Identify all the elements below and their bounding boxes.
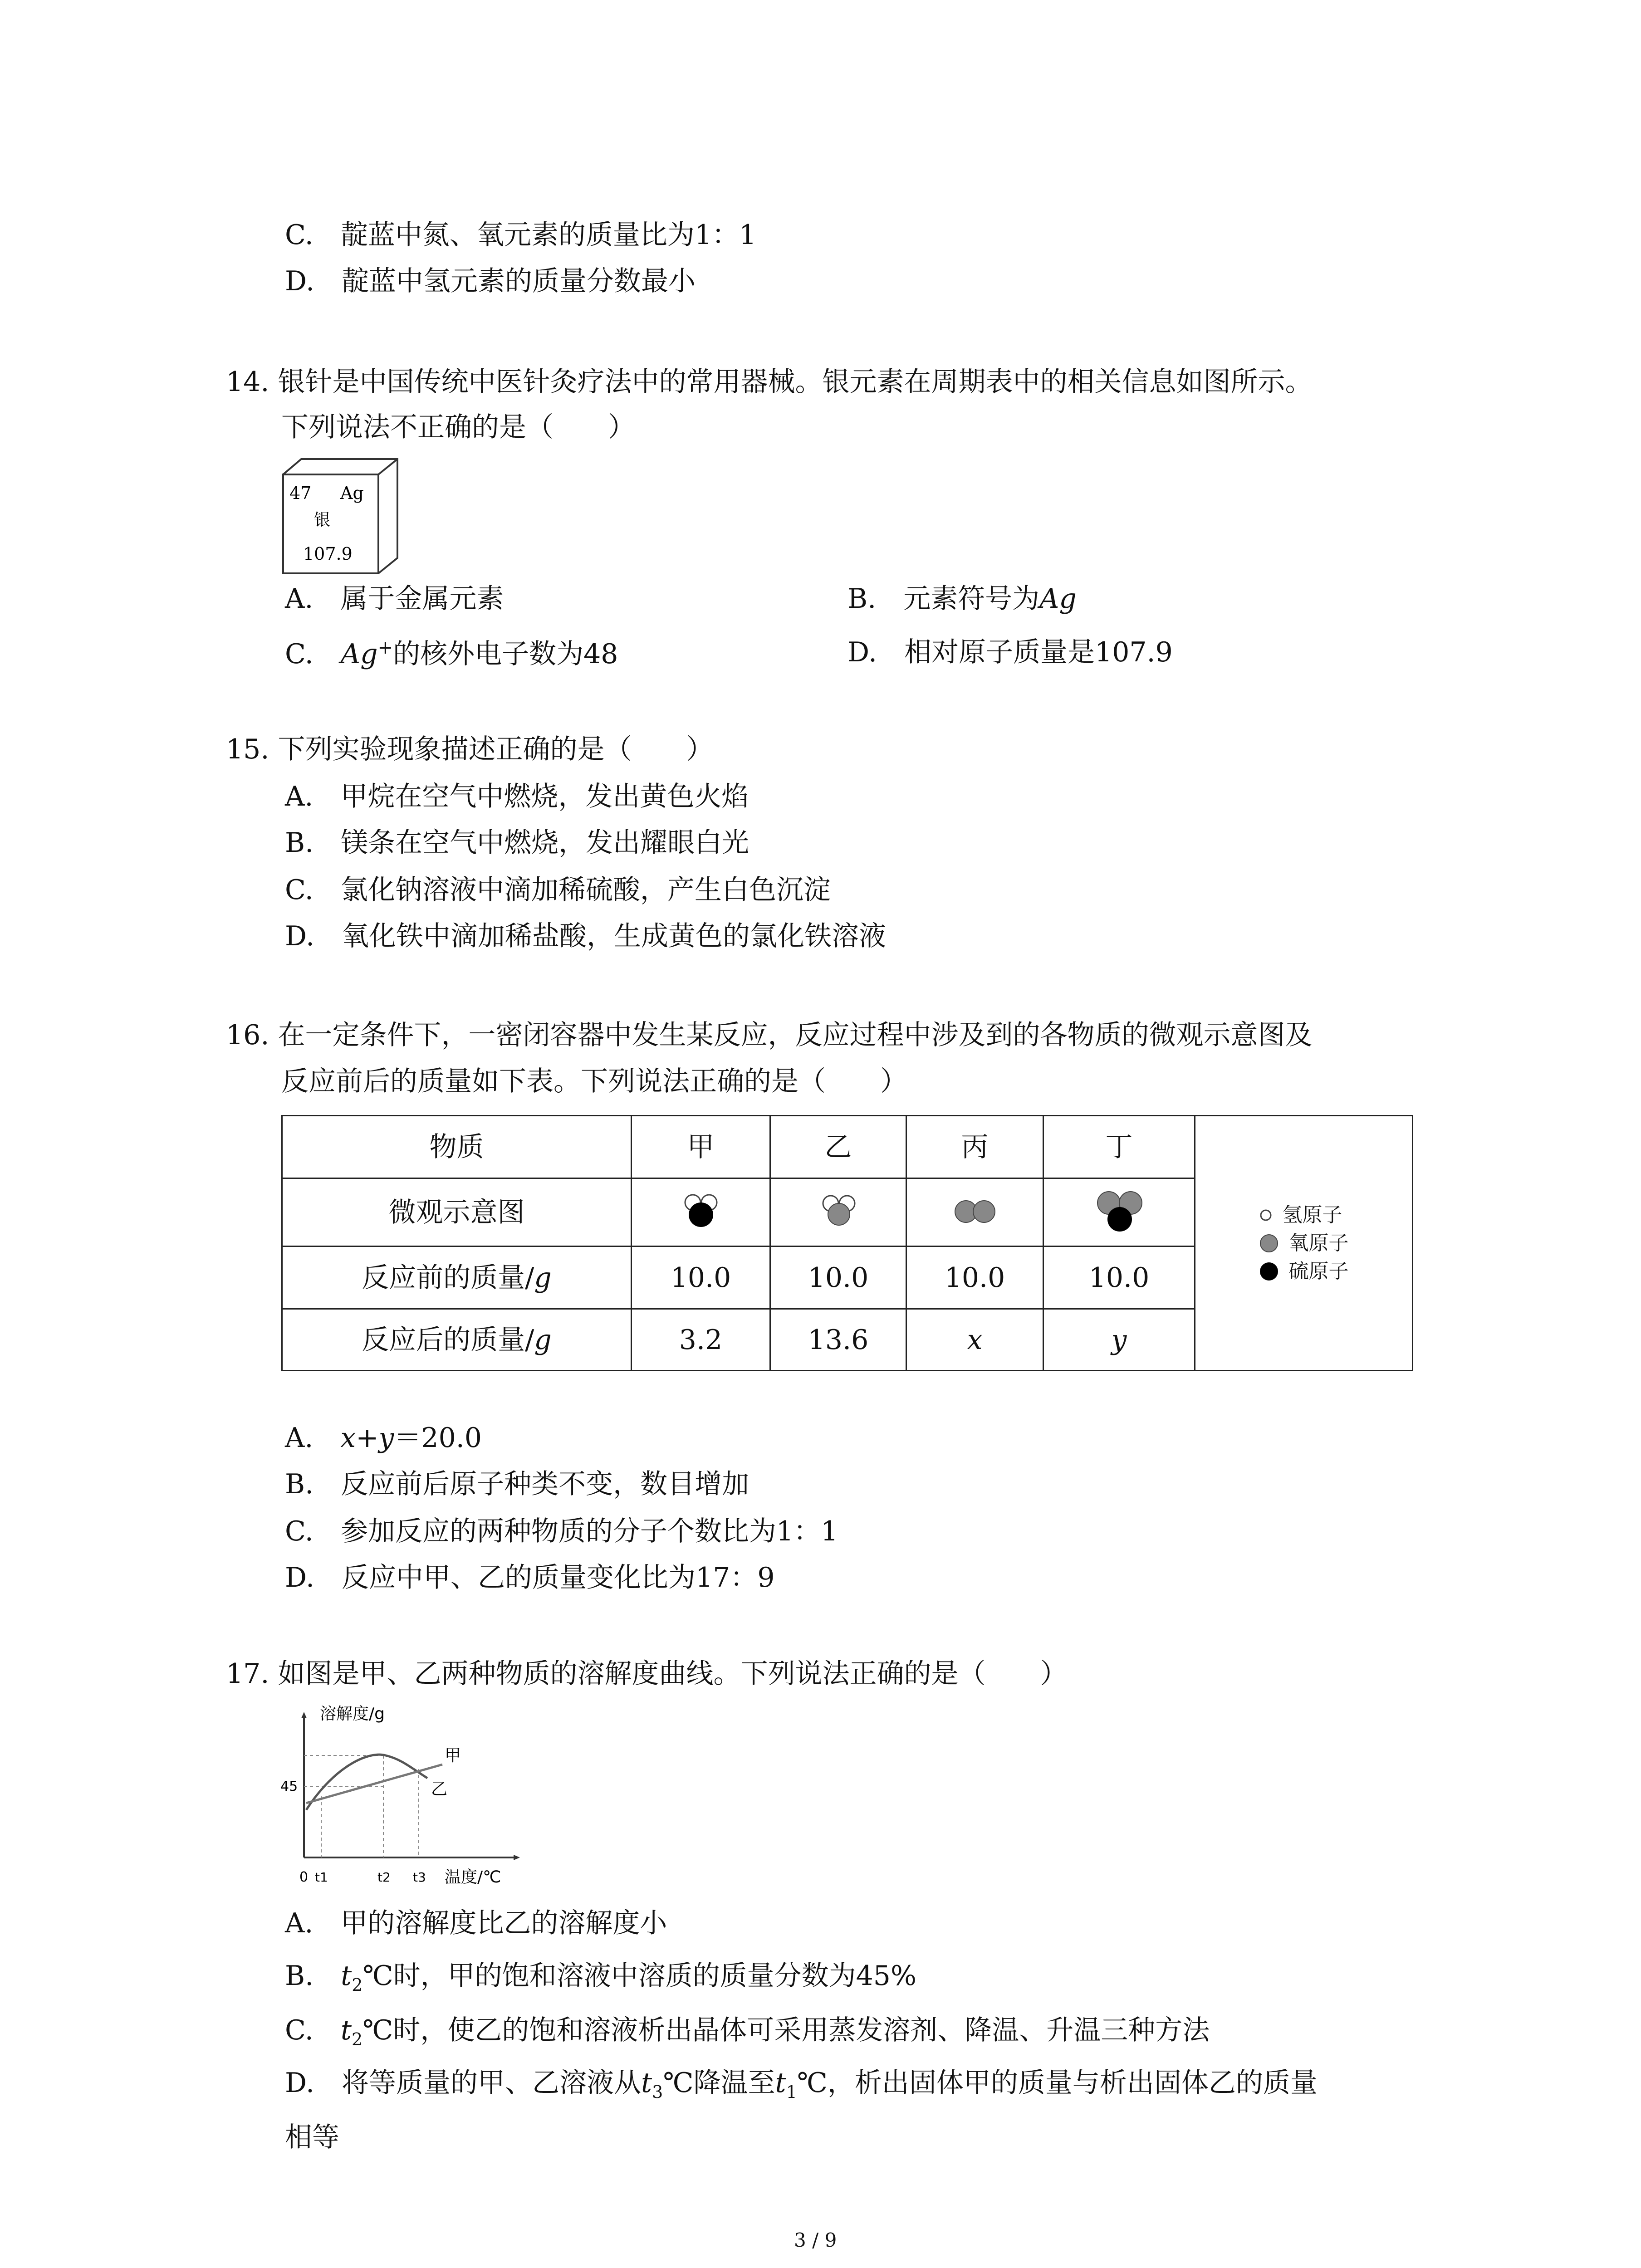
q16-option-a: A. x+y＝20.0 bbox=[285, 1422, 482, 1454]
series-yi-label: 乙 bbox=[431, 1780, 448, 1799]
label-before: 反应前的质量/g bbox=[282, 1246, 632, 1309]
molecule-bing bbox=[906, 1178, 1043, 1246]
q15-option-c: C. 氯化钠溶液中滴加稀硫酸，产生白色沉淀 bbox=[285, 874, 831, 906]
element-symbol: Ag bbox=[340, 483, 364, 503]
q16-stem-line2: 反应前后的质量如下表。下列说法正确的是（ ） bbox=[281, 1066, 907, 1097]
q16-option-c: C. 参加反应的两种物质的分子个数比为1：1 bbox=[285, 1515, 838, 1547]
after-bing: x bbox=[906, 1309, 1043, 1371]
x-tick-t3: t3 bbox=[413, 1870, 426, 1885]
header-yi: 乙 bbox=[770, 1116, 906, 1178]
q17-option-d: D. 将等质量的甲、乙溶液从$t_3℃$降温至$t_1℃$，析出固体甲的质量与析出固体乙的质量 bbox=[285, 2067, 1318, 2102]
q14-option-c: C. Ag+的核外电子数为48 bbox=[285, 637, 618, 670]
series-jia-curve bbox=[306, 1755, 427, 1810]
so2-molecule-icon bbox=[1090, 1183, 1149, 1237]
page-number: 3 / 9 bbox=[794, 2229, 837, 2251]
molecule-jia bbox=[632, 1178, 770, 1246]
q17-option-d-line2: 相等 bbox=[285, 2121, 339, 2153]
q16-stem-line1: 16. 在一定条件下，一密闭容器中发生某反应，反应过程中涉及到的各物质的微观示意图及 bbox=[226, 1019, 1313, 1051]
header-substance: 物质 bbox=[282, 1116, 632, 1178]
label-micro-diagram: 微观示意图 bbox=[282, 1178, 632, 1246]
q13-option-c: C. 靛蓝中氮、氧元素的质量比为1：1 bbox=[285, 219, 757, 251]
element-number: 47 bbox=[289, 483, 312, 503]
hydrogen-atom-icon bbox=[1259, 1208, 1273, 1222]
after-jia: 3.2 bbox=[632, 1309, 770, 1371]
q14-option-d: D. 相对原子质量是107.9 bbox=[847, 636, 1173, 668]
legend-sulfur: 硫原子 bbox=[1259, 1261, 1349, 1281]
molecule-ding bbox=[1043, 1178, 1195, 1246]
q13-option-d: D. 靛蓝中氢元素的质量分数最小 bbox=[285, 265, 696, 297]
legend-hydrogen: 氢原子 bbox=[1259, 1205, 1349, 1225]
q15-option-b: B. 镁条在空气中燃烧，发出耀眼白光 bbox=[285, 827, 749, 859]
y-axis-label: 溶解度/g bbox=[320, 1705, 385, 1723]
sulfur-atom-icon bbox=[1259, 1261, 1279, 1281]
solubility-curve-graph bbox=[263, 1701, 531, 1901]
q14-stem-line1: 14. 银针是中国传统中医针灸疗法中的常用器械。银元素在周期表中的相关信息如图所示。 bbox=[226, 366, 1313, 398]
q14-option-b: B. 元素符号为Ag bbox=[847, 583, 1077, 615]
molecule-yi bbox=[770, 1178, 906, 1246]
header-ding: 丁 bbox=[1043, 1116, 1195, 1178]
before-yi: 10.0 bbox=[770, 1246, 906, 1309]
oxygen-atom-icon bbox=[1259, 1233, 1279, 1253]
h2o-molecule-icon bbox=[813, 1185, 863, 1235]
q15-option-d: D. 氧化铁中滴加稀盐酸，生成黄色的氯化铁溶液 bbox=[285, 920, 887, 952]
label-after: 反应后的质量/g bbox=[282, 1309, 632, 1371]
q17-option-a: A. 甲的溶解度比乙的溶解度小 bbox=[285, 1907, 667, 1939]
header-jia: 甲 bbox=[632, 1116, 770, 1178]
legend-oxygen: 氧原子 bbox=[1259, 1233, 1349, 1253]
q15-option-a: A. 甲烷在空气中燃烧，发出黄色火焰 bbox=[285, 781, 749, 812]
before-ding: 10.0 bbox=[1043, 1246, 1195, 1309]
after-ding: y bbox=[1043, 1309, 1195, 1371]
element-cell-silver bbox=[281, 457, 408, 576]
q17-option-b: B. $t_2℃$时，甲的饱和溶液中溶质的质量分数为45% bbox=[285, 1960, 916, 1995]
after-yi: 13.6 bbox=[770, 1309, 906, 1371]
x-axis-label: 温度/℃ bbox=[445, 1868, 501, 1887]
q17-stem: 17. 如图是甲、乙两种物质的溶解度曲线。下列说法正确的是（ ） bbox=[226, 1658, 1068, 1690]
element-mass: 107.9 bbox=[303, 544, 353, 564]
y-tick-45: 45 bbox=[280, 1779, 298, 1794]
before-jia: 10.0 bbox=[632, 1246, 770, 1309]
q14-option-a: A. 属于金属元素 bbox=[285, 583, 504, 615]
table-row-header bbox=[282, 1116, 1413, 1178]
q16-option-d: D. 反应中甲、乙的质量变化比为17：9 bbox=[285, 1562, 775, 1593]
h2s-molecule-icon bbox=[676, 1185, 726, 1235]
header-bing: 丙 bbox=[906, 1116, 1043, 1178]
series-jia-label: 甲 bbox=[445, 1746, 461, 1765]
q17-option-c: C. $t_2℃$时，使乙的饱和溶液析出晶体可采用蒸发溶剂、降温、升温三种方法 bbox=[285, 2014, 1210, 2049]
q15-stem: 15. 下列实验现象描述正确的是（ ） bbox=[226, 733, 714, 765]
before-bing: 10.0 bbox=[906, 1246, 1043, 1309]
x-tick-t1: t1 bbox=[315, 1870, 328, 1885]
element-name: 银 bbox=[314, 511, 331, 529]
o2-molecule-icon bbox=[948, 1185, 1002, 1235]
x-origin: 0 bbox=[299, 1869, 309, 1885]
q14-stem-line2: 下列说法不正确的是（ ） bbox=[281, 411, 635, 443]
q16-data-table bbox=[281, 1115, 1413, 1371]
q16-option-b: B. 反应前后原子种类不变，数目增加 bbox=[285, 1468, 749, 1500]
atom-legend-cell bbox=[1195, 1116, 1413, 1371]
x-tick-t2: t2 bbox=[377, 1870, 391, 1885]
